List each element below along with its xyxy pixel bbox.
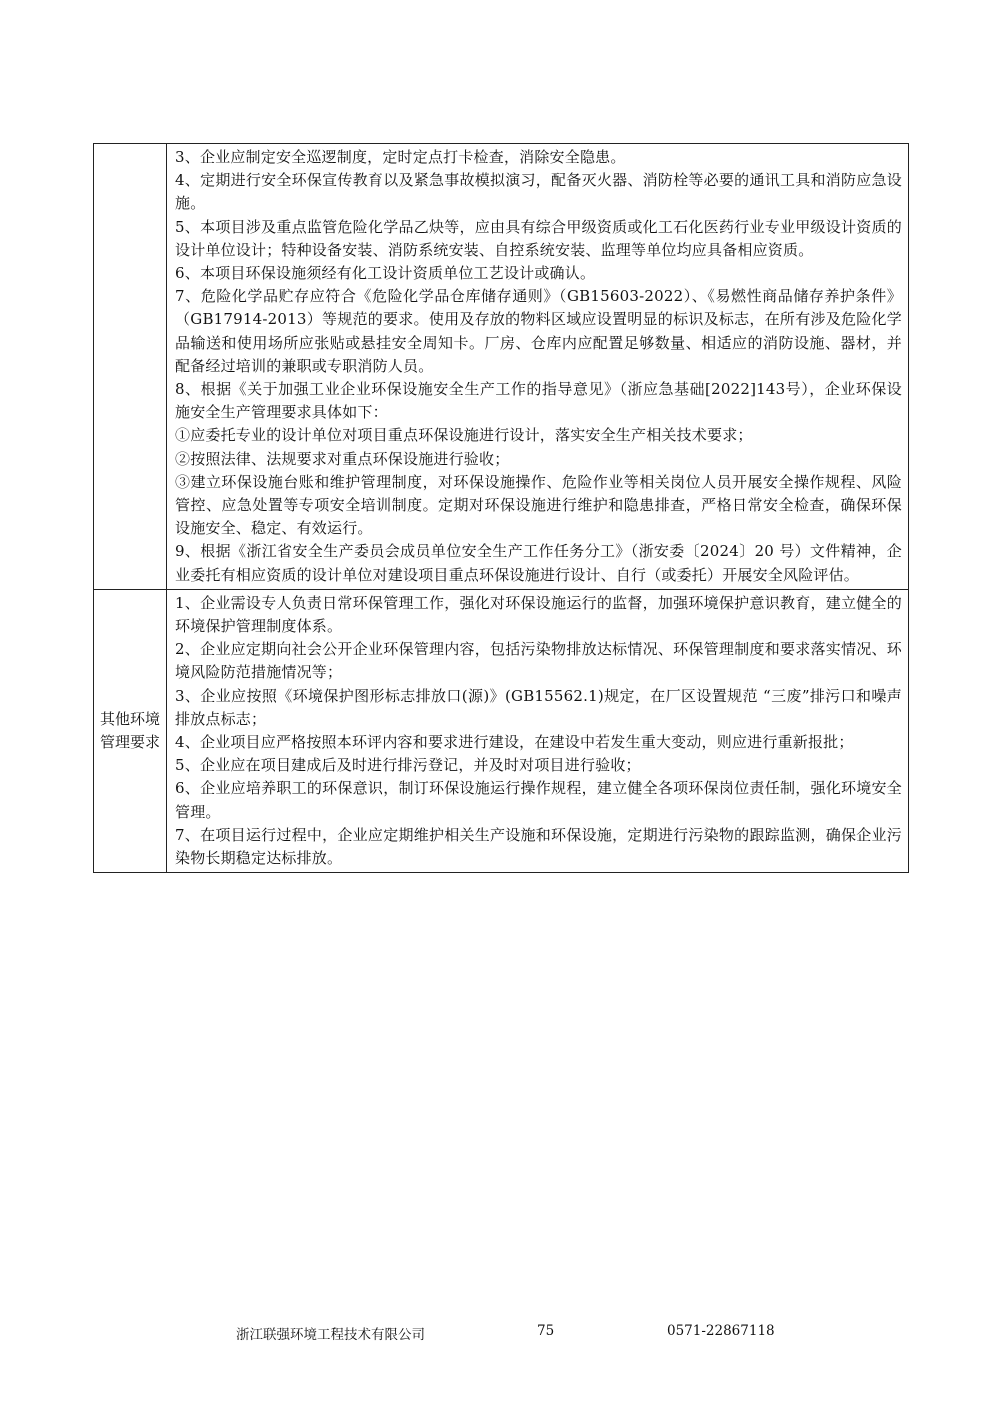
other-para-1: 1、企业需设专人负责日常环保管理工作，强化对环保设施运行的监督，加强环境保护意识教育，建立健全的环境保护管理制度体系。: [175, 593, 902, 636]
row-label-empty: [94, 144, 167, 590]
other-requirements-cell: [167, 589, 909, 872]
safety-para-8-item-1: ①应委托专业的设计单位对项目重点环保设施进行设计，落实安全生产相关技术要求；: [175, 426, 753, 445]
other-para-2: 2、企业应定期向社会公开企业环保管理内容，包括污染物排放达标情况、环保管理制度和要求落实情况、环境风险防范措施情况等；: [175, 640, 902, 682]
table-row-safety: [94, 144, 909, 590]
safety-para-8-item-2: ②按照法律、法规要求对重点环保设施进行验收；: [175, 449, 510, 468]
safety-para-3: 3、企业应制定安全巡逻制度，定时定点打卡检查，消除安全隐患。: [175, 148, 626, 166]
other-para-4: 4、企业项目应严格按照本环评内容和要求进行建设，在建设中若发生重大变动，则应进行重新报批；: [175, 733, 854, 752]
other-para-3: 3、企业应按照《环境保护图形标志排放口(源)》(GB15562.1)规定，在厂区设置规范 “三废”排污口和噪声排放点标志；: [175, 686, 902, 728]
safety-para-8-item-3: ③建立环保设施台账和维护管理制度，对环保设施操作、危险作业等相关岗位人员开展安全操作规程、风险管控、应急处置等专项安全培训制度。定期对环保设施进行维护和隐患排查，严格日常安全检查，确保环保设施安全、稳定、有效运行。: [175, 472, 902, 538]
other-para-5: 5、企业应在项目建成后及时进行排污登记，并及时对项目进行验收；: [175, 756, 641, 775]
other-para-6: 6、企业应培养职工的环保意识，制订环保设施运行操作规程，建立健全各项环保岗位责任制，强化环境安全管理。: [175, 779, 902, 821]
safety-para-5: 5、本项目涉及重点监管危险化学品乙炔等，应由具有综合甲级资质或化工石化医药行业专业甲级设计资质的设计单位设计；特种设备安装、消防系统安装、自控系统安装、监理等单位均应具备相应资质。: [175, 217, 902, 259]
table-row-other: [94, 589, 909, 872]
safety-para-7: 7、危险化学品贮存应符合《危险化学品仓库储存通则》（GB15603-2022）、《易燃性商品储存养护条件》（GB17914-2013）等规范的要求。使用及存放的物料区域应设置明显的标识及标志，在所有涉及危险化学品输送和使用场所应张贴或悬挂安全周知卡。厂房、仓库内应配置足够数量、相适应的消防设施、器材，并配备经过培训的兼职或专职消防人员。: [175, 287, 902, 375]
requirements-table: [93, 143, 909, 873]
page-number: 75: [537, 1323, 555, 1339]
safety-para-9: 9、根据《浙江省安全生产委员会成员单位安全生产工作任务分工》（浙安委〔2024〕20 号）文件精神，企业委托有相应资质的设计单位对建设项目重点环保设施进行设计、自行（或委托）开展安全风险评估。: [175, 542, 902, 584]
safety-requirements-cell: [167, 144, 909, 590]
safety-para-8: 8、根据《关于加强工业企业环保设施安全生产工作的指导意见》（浙应急基础[2022]143号），企业环保设施安全生产管理要求具体如下：: [175, 380, 902, 422]
other-para-7: 7、在项目运行过程中，企业应定期维护相关生产设施和环保设施，定期进行污染物的跟踪监测，确保企业污染物长期稳定达标排放。: [175, 825, 902, 868]
footer-phone: 0571-22867118: [667, 1323, 775, 1339]
page-footer: [0, 1323, 1000, 1345]
safety-para-6: 6、本项目环保设施须经有化工设计资质单位工艺设计或确认。: [175, 264, 596, 283]
row-label-other-requirements: 其他环境管理要求: [94, 589, 167, 872]
footer-company: 浙江联强环境工程技术有限公司: [236, 1327, 425, 1343]
safety-para-4: 4、定期进行安全环保宣传教育以及紧急事故模拟演习，配备灭火器、消防栓等必要的通讯工具和消防应急设施。: [175, 171, 902, 213]
